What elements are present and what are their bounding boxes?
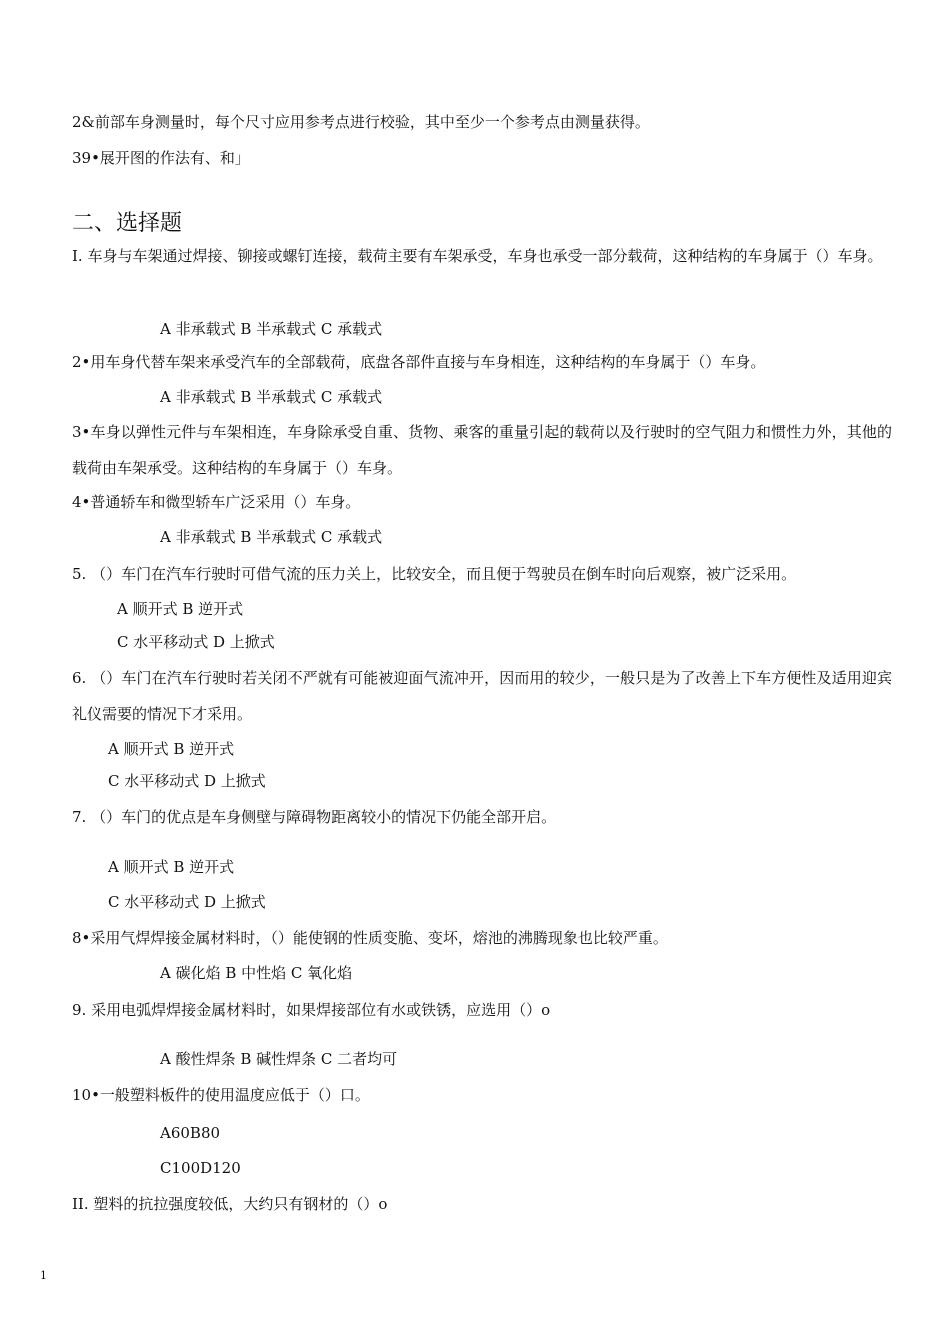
question-9-text: 9. 采用电弧焊焊接金属材料时，如果焊接部位有水或铁锈，应选用（）o xyxy=(72,1001,551,1019)
question-5-text: 5. （）车门在汽车行驶时可借气流的压力关上，比较安全，而且便于驾驶员在倒车时向后观察，被广泛采用。 xyxy=(72,565,797,583)
question-1-options: A 非承载式 B 半承载式 C 承载式 xyxy=(160,320,383,338)
question-3-text: 3•车身以弹性元件与车架相连，车身除承受自重、货物、乘客的重量引起的载荷以及行驶时的空气阻力和惯性力外，其他的载荷由车架承受。这种结构的车身属于（）车身。 xyxy=(72,423,892,477)
question-28-text: 2&前部车身测量时，每个尺寸应用参考点进行校验，其中至少一个参考点由测量获得。 xyxy=(72,113,650,131)
question-9-options: A 酸性焊条 B 碱性焊条 C 二者均可 xyxy=(160,1050,398,1068)
question-6-options-cd: C 水平移动式 D 上掀式 xyxy=(108,772,266,790)
question-10-text: 10•一般塑料板件的使用温度应低于（）口。 xyxy=(72,1086,370,1104)
question-7-options-ab: A 顺开式 B 逆开式 xyxy=(108,858,235,876)
question-2-options: A 非承载式 B 半承载式 C 承载式 xyxy=(160,388,383,406)
question-10-options-cd: C100D120 xyxy=(160,1159,241,1177)
question-4-text: 4•普通轿车和微型轿车广泛采用（）车身。 xyxy=(72,493,361,511)
page-number: 1 xyxy=(40,1269,47,1282)
question-11-text: II. 塑料的抗拉强度较低，大约只有钢材的（）o xyxy=(72,1195,388,1213)
question-6-text: 6. （）车门在汽车行驶时若关闭不严就有可能被迎面气流冲开，因而用的较少，一般只是为了改善上下车方便性及适用迎宾礼仪需要的情况下才采用。 xyxy=(72,669,892,723)
question-4-options: A 非承载式 B 半承载式 C 承载式 xyxy=(160,528,383,546)
section-title: 二、选择题 xyxy=(72,211,183,236)
question-5-options-ab: A 顺开式 B 逆开式 xyxy=(117,600,244,618)
question-8-options: A 碳化焰 B 中性焰 C 氧化焰 xyxy=(160,964,353,982)
question-2-text: 2•用车身代替车架来承受汽车的全部载荷，底盘各部件直接与车身相连，这种结构的车身属于（）车身。 xyxy=(72,353,766,371)
question-10-options-ab: A60B80 xyxy=(160,1124,221,1142)
question-8-text: 8•采用气焊焊接金属材料时，（）能使钢的性质变脆、变坏，熔池的沸腾现象也比较严重。 xyxy=(72,929,668,947)
question-7-options-cd: C 水平移动式 D 上掀式 xyxy=(108,893,266,911)
question-39-text: 39•展开图的作法有、和」 xyxy=(72,149,250,167)
question-7-text: 7. （）车门的优点是车身侧壁与障碍物距离较小的情况下仍能全部开启。 xyxy=(72,808,557,826)
question-1-text: I. 车身与车架通过焊接、铆接或螺钉连接，载荷主要有车架承受，车身也承受一部分载荷，这种结构的车身属于（）车身。 xyxy=(72,247,883,265)
question-6-options-ab: A 顺开式 B 逆开式 xyxy=(108,740,235,758)
question-5-options-cd: C 水平移动式 D 上掀式 xyxy=(117,633,275,651)
